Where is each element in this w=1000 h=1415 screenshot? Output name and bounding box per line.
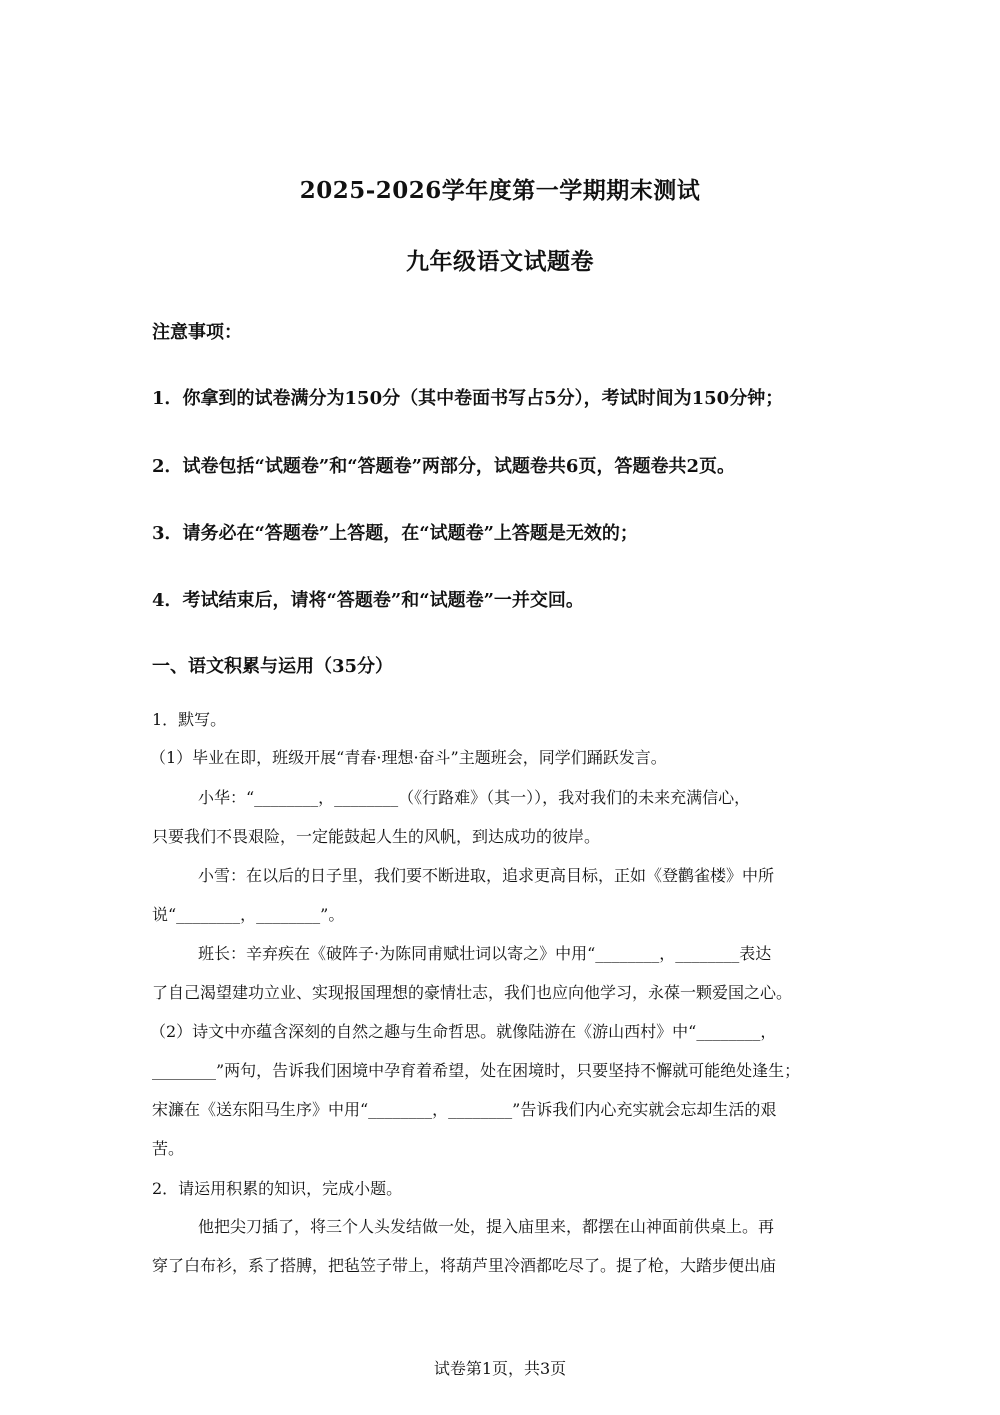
passage-line-cont: 穿了白布衫，系了搭膊，把毡笠子带上，将葫芦里冷酒都吃尽了。提了枪，大踏步便出庙: [152, 1256, 777, 1275]
question-1-part-2-cont: 苦。: [152, 1139, 185, 1158]
notice-heading: 注意事项：: [152, 322, 242, 343]
question-2-label: 2．请运用积累的知识，完成小题。: [152, 1179, 403, 1198]
notice-item: 2．试卷包括“试题卷”和“答题卷”两部分，试题卷共6页，答题卷共2页。: [152, 456, 735, 477]
question-1-part-2-cont: 宋濂在《送东阳马生序》中用“________，________”告诉我们内心充实就会忘却生活的艰: [152, 1100, 777, 1119]
xiaohua-line-cont: 只要我们不畏艰险，一定能鼓起人生的风帆，到达成功的彼岸。: [152, 827, 601, 846]
xiaoxue-line: 小雪：在以后的日子里，我们要不断进取，追求更高目标，正如《登鹳雀楼》中所: [198, 866, 775, 885]
banzhang-line: 班长：辛弃疾在《破阵子·为陈同甫赋壮词以寄之》中用“________，________表达: [198, 944, 772, 963]
xiaoxue-line-cont: 说“________，________”。: [152, 905, 345, 924]
banzhang-line-cont: 了自己渴望建功立业、实现报国理想的豪情壮志，我们也应向他学习，永葆一颗爱国之心。: [152, 983, 793, 1002]
xiaohua-line: 小华：“________，________（《行路难》（其一）），我对我们的未来充满信心，: [198, 788, 751, 807]
notice-item: 3．请务必在“答题卷”上答题，在“试题卷”上答题是无效的；: [152, 523, 638, 544]
page-footer: 试卷第1页，共3页: [433, 1359, 567, 1378]
notice-item: 1．你拿到的试卷满分为150分（其中卷面书写占5分），考试时间为150分钟；: [152, 388, 784, 409]
notice-item: 4．考试结束后，请将“答题卷”和“试题卷”一并交回。: [152, 590, 584, 611]
question-1-part-2: （2）诗文中亦蕴含深刻的自然之趣与生命哲思。就像陆游在《游山西村》中“________，: [150, 1022, 777, 1041]
question-1-part-2-cont: ________”两句，告诉我们困境中孕育着希望，处在困境时，只要坚持不懈就可能绝处逢生；: [152, 1061, 801, 1080]
passage-line: 他把尖刀插了，将三个人头发结做一处，提入庙里来，都摆在山神面前供桌上。再: [198, 1217, 775, 1236]
question-1-label: 1．默写。: [152, 710, 227, 729]
exam-title: 2025-2026学年度第一学期期末测试: [299, 177, 701, 204]
section-heading: 一、语文积累与运用（35分）: [152, 656, 394, 677]
question-1-part-1: （1）毕业在即，班级开展“青春·理想·奋斗”主题班会，同学们踊跃发言。: [150, 748, 667, 767]
exam-subtitle: 九年级语文试题卷: [406, 248, 594, 275]
